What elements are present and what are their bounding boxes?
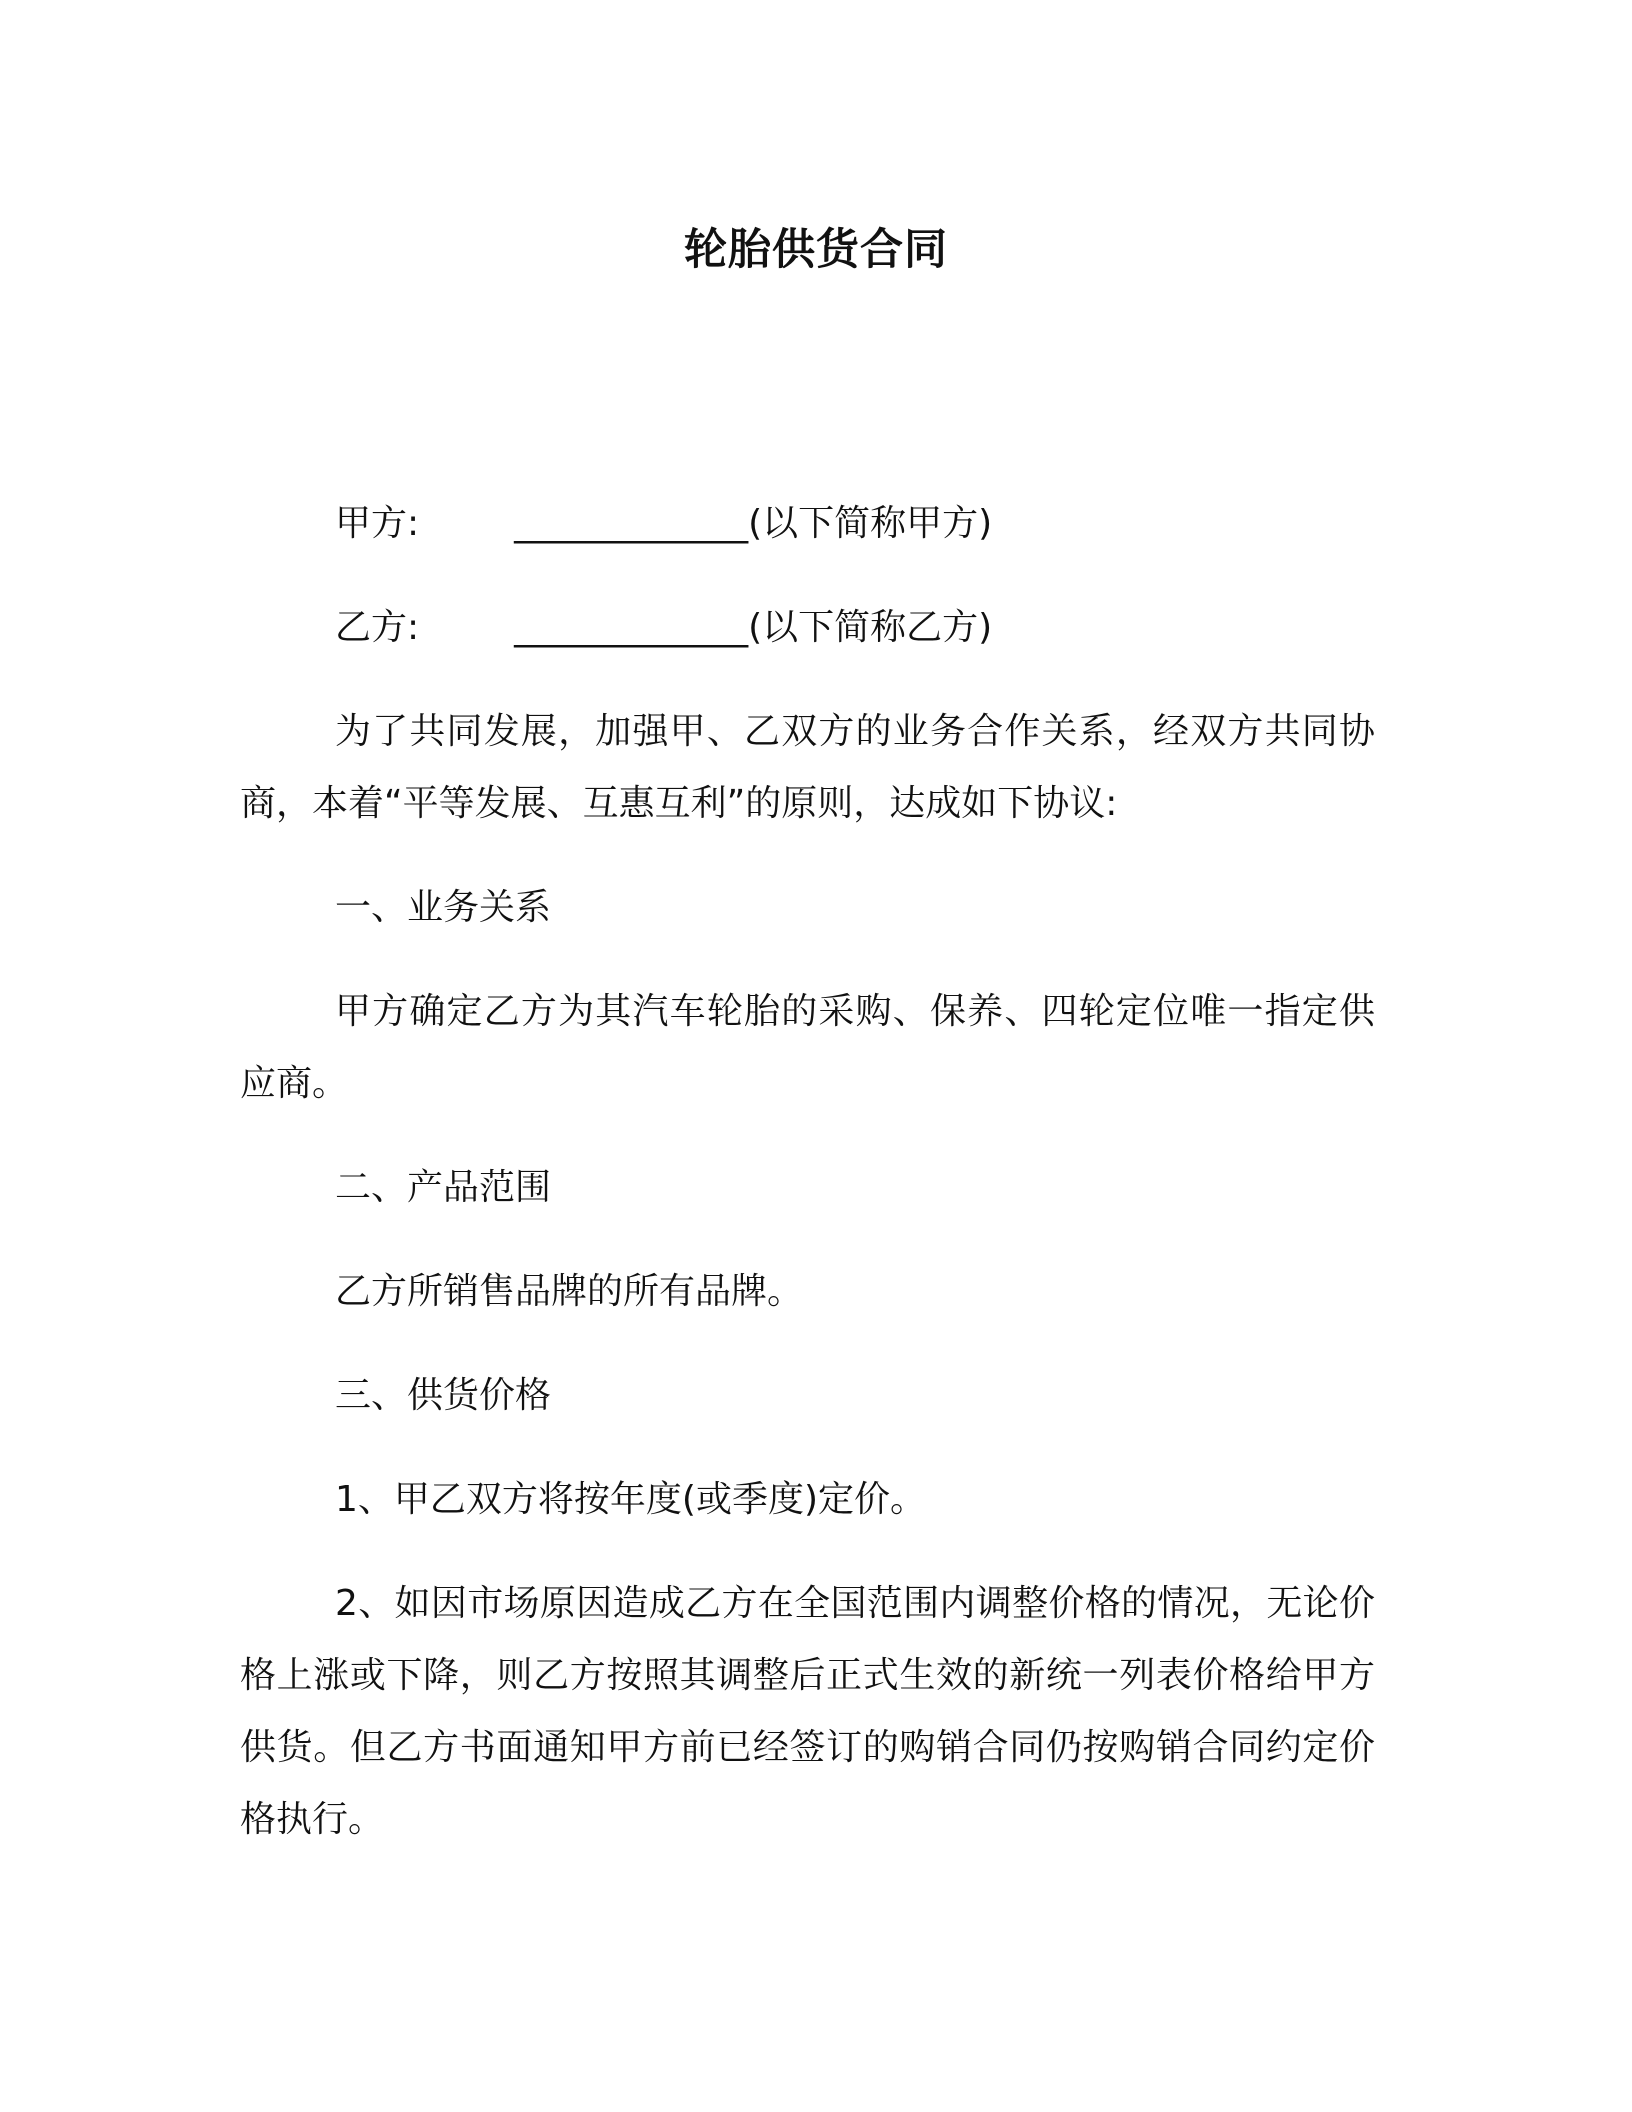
party-b-note: (以下简称乙方) <box>748 607 993 648</box>
party-a-blank: _____________ <box>514 503 749 544</box>
section-heading-product-scope: 二、产品范围 <box>335 1167 552 1208</box>
party-a-note: (以下简称甲方) <box>748 503 993 544</box>
party-b-label: 乙方: <box>335 607 420 648</box>
supply-price-item-2: 2、如因市场原因造成乙方在全国范围内调整价格的情况，无论价格上涨或下降，则乙方按照其调整后正式生效的新统一列表价格给甲方供货。但乙方书面通知甲方前已经签订的购销合同仍按购销合同约定价格执行。 <box>240 1583 1375 1840</box>
business-relationship-paragraph: 甲方确定乙方为其汽车轮胎的采购、保养、四轮定位唯一指定供应商。 <box>240 991 1375 1104</box>
party-b-blank: _____________ <box>514 607 749 648</box>
section-heading-business-relationship: 一、业务关系 <box>335 887 552 928</box>
party-a-label: 甲方: <box>335 503 420 544</box>
product-scope-paragraph: 乙方所销售品牌的所有品牌。 <box>335 1271 804 1312</box>
supply-price-item-1: 1、甲乙双方将按年度(或季度)定价。 <box>335 1479 926 1520</box>
section-heading-supply-price: 三、供货价格 <box>335 1375 552 1416</box>
party-b-line <box>240 592 1375 664</box>
intro-paragraph: 为了共同发展，加强甲、乙双方的业务合作关系，经双方共同协商，本着“平等发展、互惠互利”的原则，达成如下协议: <box>240 711 1375 824</box>
document-body <box>240 488 1375 1888</box>
party-a-line <box>240 488 1375 560</box>
document-title: 轮胎供货合同 <box>684 225 948 275</box>
